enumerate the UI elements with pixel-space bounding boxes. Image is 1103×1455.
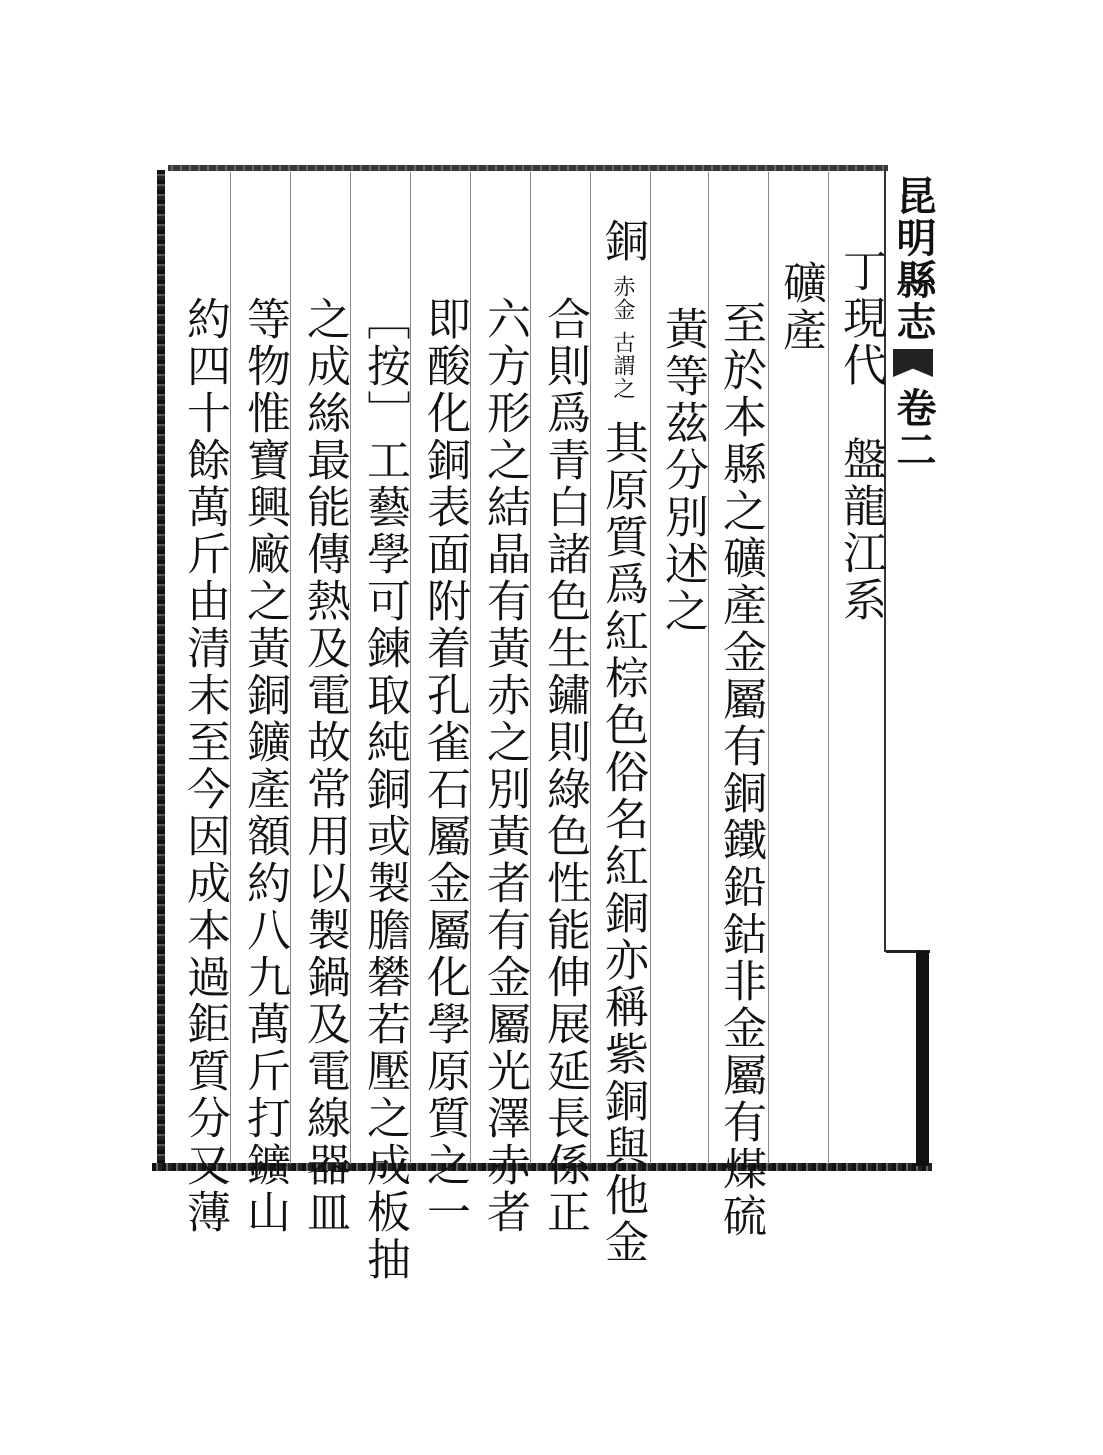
frame-right-border [916,951,929,1166]
text-column-12: 約四十餘萬斤由清末至今因成本過鉅質分又薄 [179,296,230,1236]
text-column-10: 之成絲最能傳熱及電故常用以製鍋及電線器皿 [299,296,350,1236]
juan-number: 卷二 [890,387,937,471]
frame-left-border [157,170,165,1166]
text-column-1: 丁現代 盤龍江系 [835,248,886,624]
text-column-5 [594,218,650,1266]
text-column-11: 等物惟寶興廠之黃銅鑛產額約八九萬斤打鑛山 [239,296,290,1236]
column-rule [828,172,829,1164]
text-column-7: 六方形之結晶有黃赤之別黃者有金屬光澤赤者 [479,296,530,1236]
inline-note [610,275,634,406]
page-header-column [890,175,936,471]
text-column-3: 至於本縣之礦產金屬有銅鐵鉛鈷非金屬有煤硫 [715,300,766,1240]
book-title: 昆明縣志 [890,175,937,343]
column-rule [768,172,769,1164]
text-column-6: 合則爲青白諸色生鏽則綠色性能伸展延長係正 [539,296,590,1236]
text-column-2: 礦產 [775,260,826,354]
text-column-4: 黃等茲分別述之 [657,306,708,635]
text-column-9: ［按］工藝學可鍊取純銅或製膽礬若壓之成板抽 [359,296,410,1283]
entry-heading-copper: 銅 [597,218,648,265]
inline-note-right: 古謂之 [610,331,635,400]
text-column-8: 即酸化銅表面附着孔雀石屬金屬化學原質之一 [419,296,470,1236]
fish-tail-mark-icon [893,349,933,377]
column-rule [650,172,651,1164]
inline-note-left: 赤金 [610,275,635,321]
text-column-5-body: 其原質爲紅棕色俗名紅銅亦稱紫銅與他金 [597,420,648,1266]
frame-top-border [168,165,888,171]
